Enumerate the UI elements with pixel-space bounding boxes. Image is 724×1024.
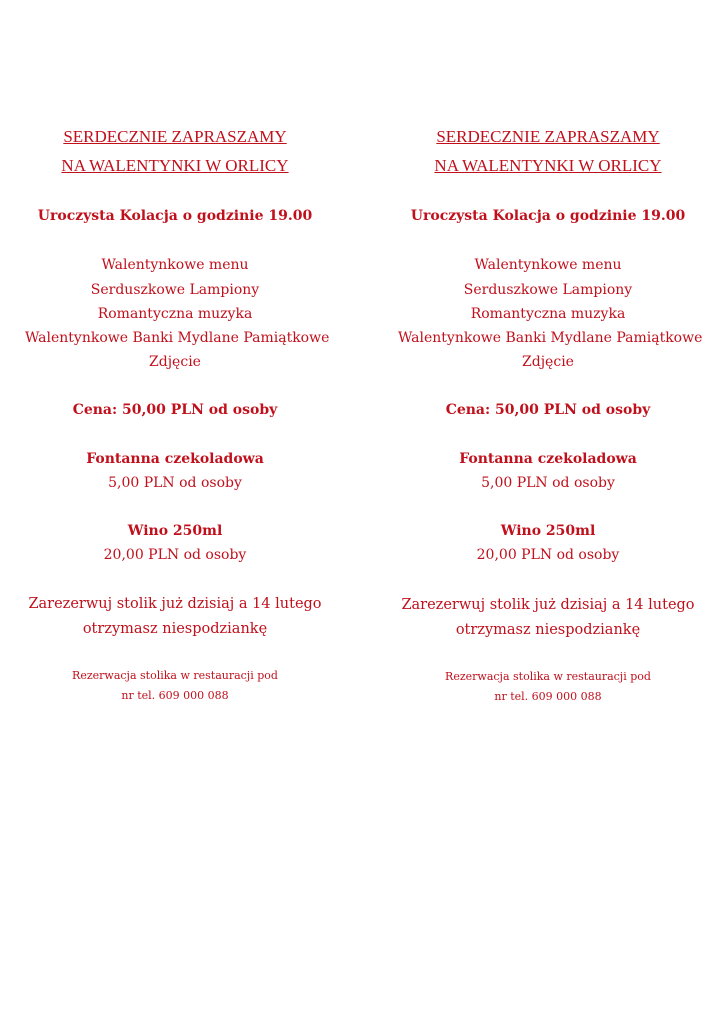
heading-line-2: NA WALENTYNKI W ORLICY xyxy=(434,156,662,175)
price-line: Cena: 50,00 PLN od osoby xyxy=(445,402,651,418)
wine-title: Wino 250ml xyxy=(127,523,223,539)
dinner-line: Uroczysta Kolacja o godzinie 19.00 xyxy=(410,208,686,224)
reserve-line-2: otrzymasz niespodziankę xyxy=(82,621,268,637)
feature-item: Walentynkowe Banki Mydlane Pamiątkowe xyxy=(398,330,703,346)
contact-line-2: nr tel. 609 000 088 xyxy=(494,690,602,703)
feature-item: Romantyczna muzyka xyxy=(97,306,253,322)
feature-item: Romantyczna muzyka xyxy=(470,306,626,322)
fountain-title: Fontanna czekoladowa xyxy=(86,451,264,467)
dinner-line: Uroczysta Kolacja o godzinie 19.00 xyxy=(37,208,313,224)
wine-price: 20,00 PLN od osoby xyxy=(476,547,620,563)
fountain-price: 5,00 PLN od osoby xyxy=(108,475,242,491)
feature-item: Walentynkowe menu xyxy=(101,257,249,273)
feature-item: Serduszkowe Lampiony xyxy=(90,282,260,298)
feature-item: Zdjęcie xyxy=(149,354,201,370)
feature-item: Walentynkowe Banki Mydlane Pamiątkowe xyxy=(25,330,330,346)
feature-item: Zdjęcie xyxy=(522,354,574,370)
fountain-price: 5,00 PLN od osoby xyxy=(481,475,615,491)
heading-line-2: NA WALENTYNKI W ORLICY xyxy=(61,156,289,175)
heading-line-1: SERDECZNIE ZAPRASZAMY xyxy=(63,127,287,146)
reserve-line-2: otrzymasz niespodziankę xyxy=(455,622,641,638)
feature-item: Serduszkowe Lampiony xyxy=(463,282,633,298)
contact-line-1: Rezerwacja stolika w restauracji pod xyxy=(72,669,278,682)
reserve-line-1: Zarezerwuj stolik już dzisiaj a 14 lutego xyxy=(28,596,322,612)
feature-item: Walentynkowe menu xyxy=(474,257,622,273)
contact-line-2: nr tel. 609 000 088 xyxy=(121,689,229,702)
wine-title: Wino 250ml xyxy=(500,523,596,539)
reserve-line-1: Zarezerwuj stolik już dzisiaj a 14 lutego xyxy=(401,597,695,613)
heading-line-1: SERDECZNIE ZAPRASZAMY xyxy=(436,127,660,146)
price-line: Cena: 50,00 PLN od osoby xyxy=(72,402,278,418)
fountain-title: Fontanna czekoladowa xyxy=(459,451,637,467)
contact-line-1: Rezerwacja stolika w restauracji pod xyxy=(445,670,651,683)
wine-price: 20,00 PLN od osoby xyxy=(103,547,247,563)
